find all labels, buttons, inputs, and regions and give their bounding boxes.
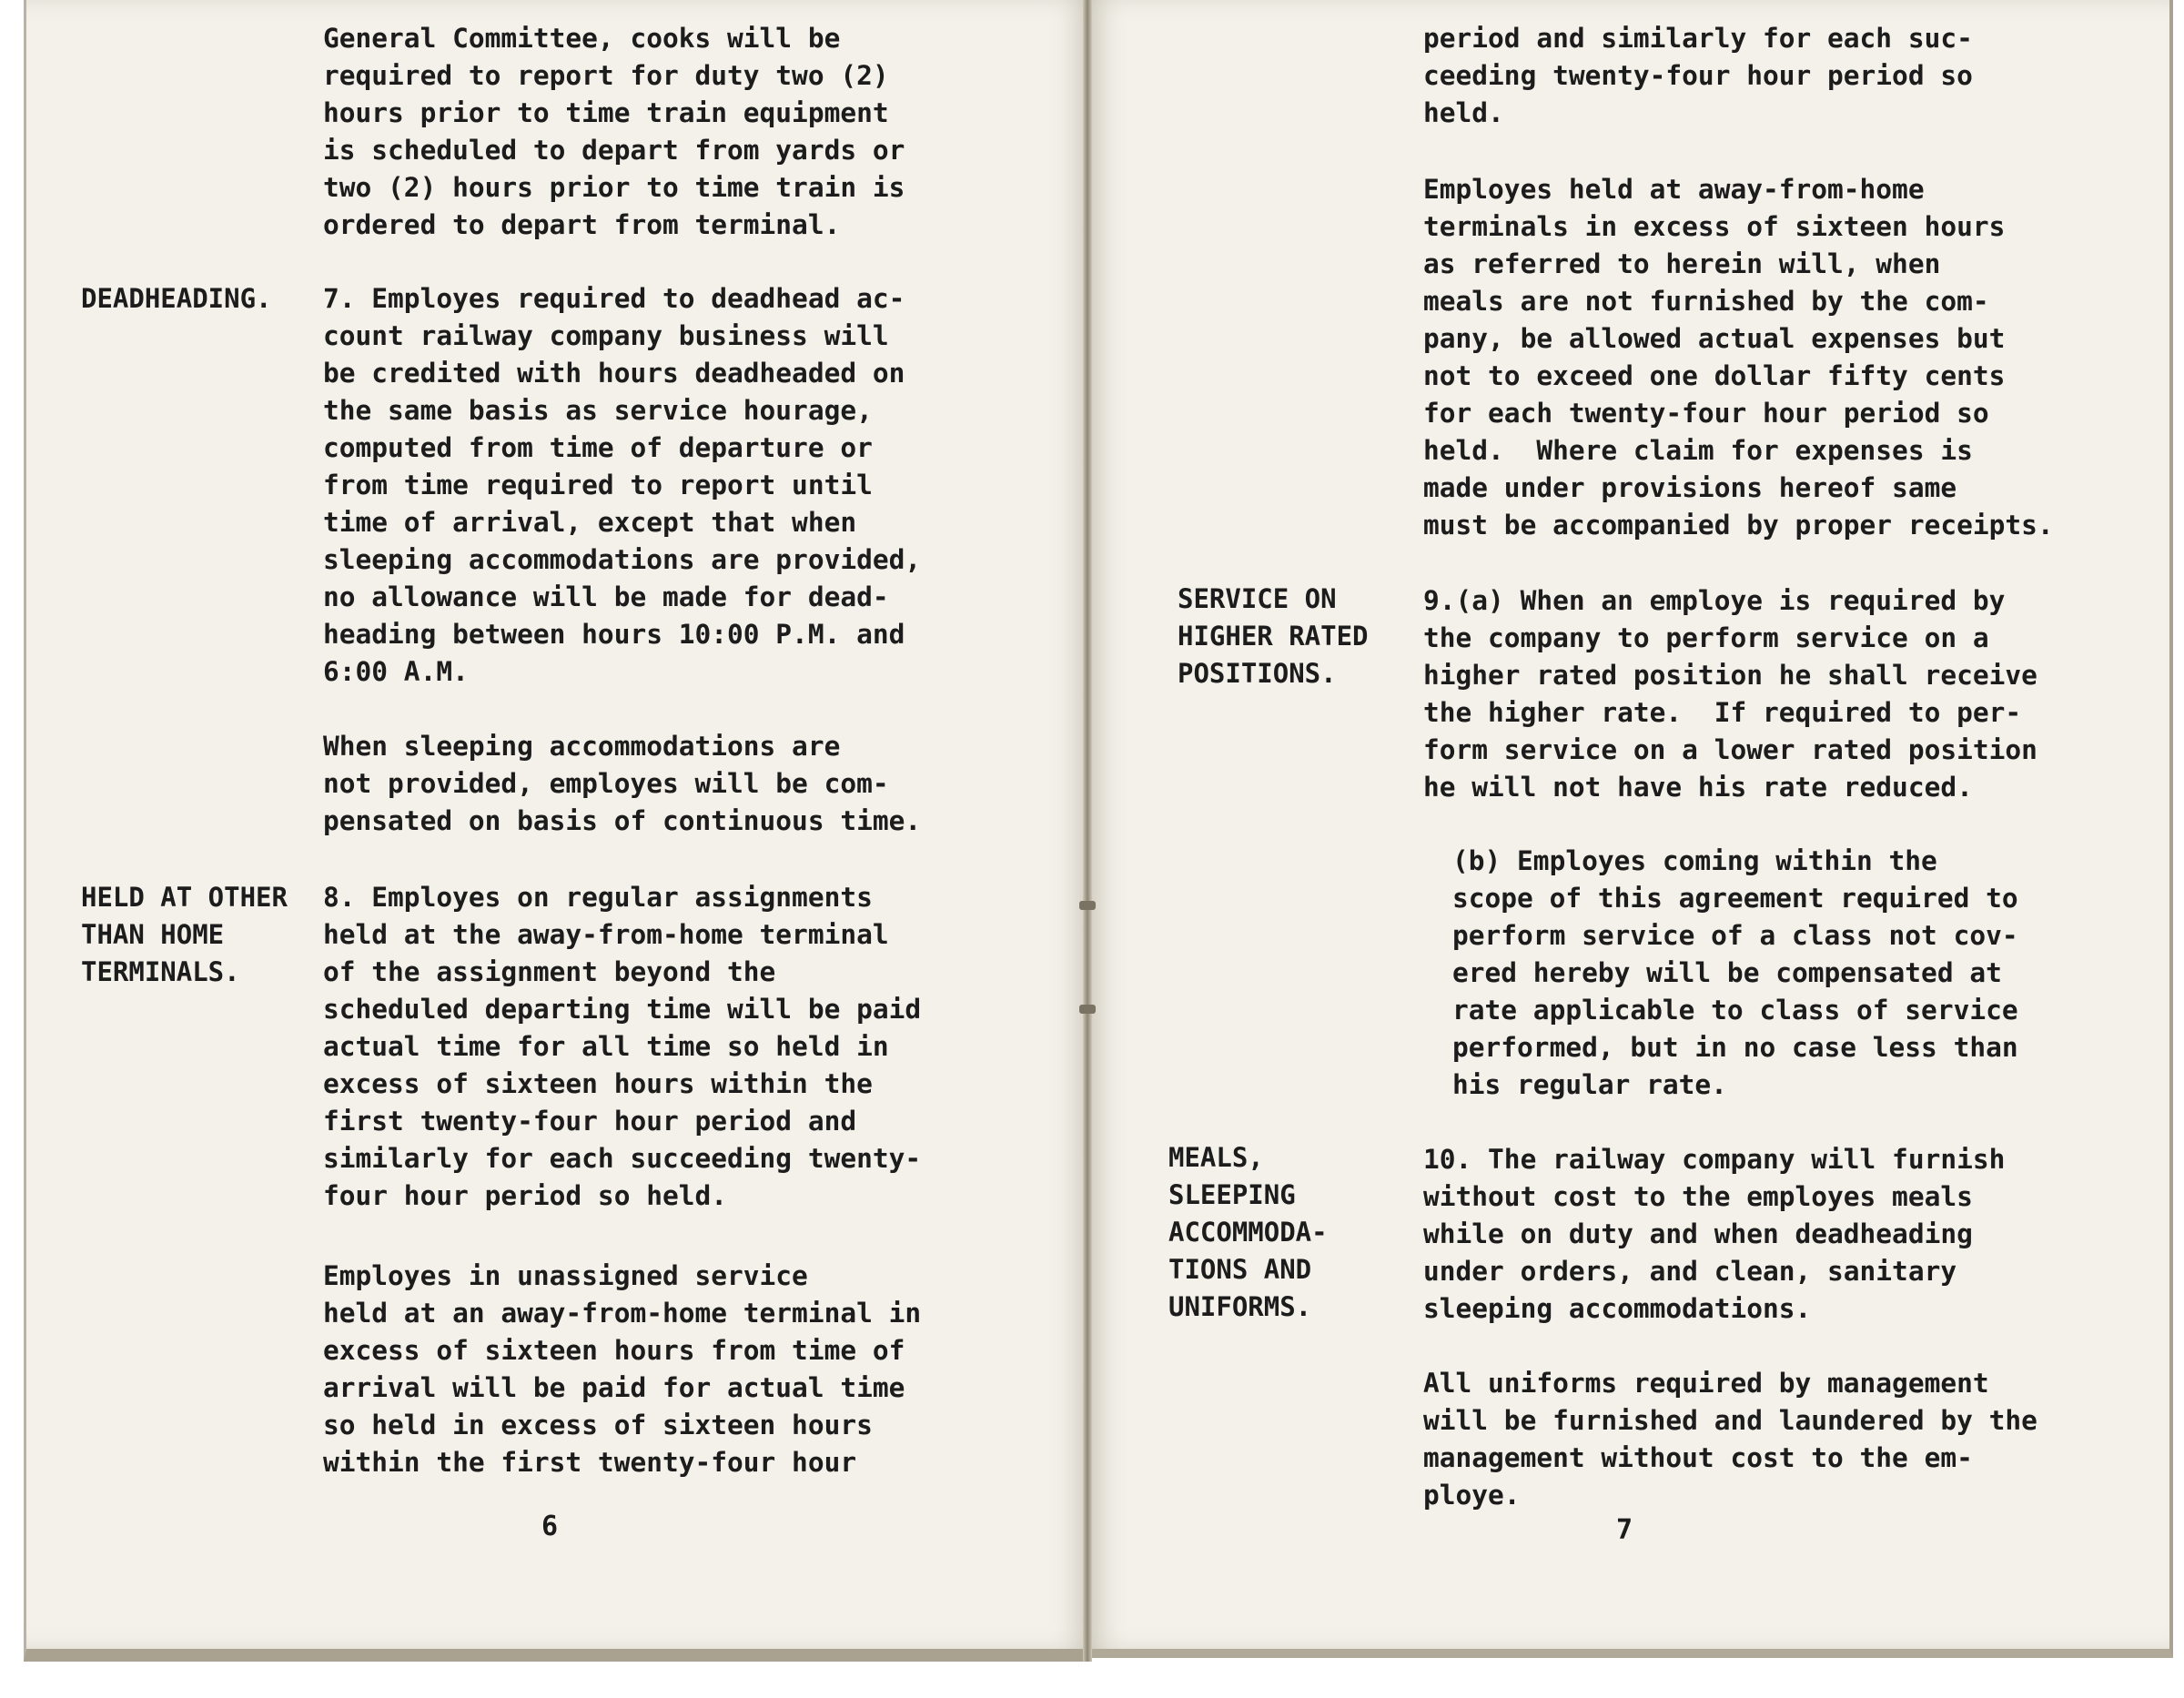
section-7-paragraph-2: When sleeping accommodations are not provided, employes will be com- pensated on basis of continuous time. [323,731,922,836]
booklet-spine [1083,0,1092,1662]
staple [1079,1005,1096,1014]
left-page-number: 6 [541,1511,559,1542]
section-7-body: 7. Employes required to deadhead ac- count railway company business will be credited with hours deadheaded on the same basis as service hourage, computed from time of departure or from time required to report until time of arrival, except that when sleeping accommodations are provided, no allowance will be made for dead- heading between hours 10:00 P.M. and 6:00 A.M. [323,283,922,687]
section-8-body: 8. Employes on regular assignments held at the away-from-home terminal of the assignment beyond the scheduled departing time will be paid actual time for all time so held in excess of sixteen hours within the first twenty-four hour period and similarly for each succeeding twenty- four hour period so held. [323,882,922,1211]
staple [1079,901,1096,910]
section-10-body: 10. The railway company will furnish without cost to the employes meals while on duty and when deadheading under orders, and clean, sanitary sleeping accommodations. [1423,1144,2006,1324]
meals-sleeping-uniforms-heading: MEALS, SLEEPING ACCOMMODA- TIONS AND UNIFORMS. [1168,1142,1328,1322]
deadheading-heading: DEADHEADING. [81,283,272,314]
section-8-continuation: period and similarly for each suc- ceeding twenty-four hour period so held. [1423,23,1973,128]
left-intro-paragraph: General Committee, cooks will be required to report for duty two (2) hours prior to time train equipment is scheduled to depart from yards or two (2) hours prior to time train is ordered to depart from terminal. [323,23,905,240]
right-page [1088,0,2173,1658]
service-on-higher-rated-heading: SERVICE ON HIGHER RATED POSITIONS. [1178,583,1369,689]
section-9b-body: (b) Employes coming within the scope of this agreement required to perform service of a class not cov- ered hereby will be compensated at rate applicable to class of service performed, but in no case less than his regular rate. [1452,845,2018,1100]
right-page-number: 7 [1616,1514,1633,1546]
expenses-paragraph: Employes held at away-from-home terminals in excess of sixteen hours as referred to herein will, when meals are not furnished by the com- pany, be allowed actual expenses but not to exceed one dollar fifty cents for each twenty-four hour period so held. Where claim for expenses is made under provisions hereof same must be accompanied by proper receipts. [1423,174,2054,541]
held-at-other-terminals-heading: HELD AT OTHER THAN HOME TERMINALS. [81,882,288,987]
section-8-paragraph-2: Employes in unassigned service held at an away-from-home terminal in excess of sixteen hours from time of arrival will be paid for actual time so held in excess of sixteen hours within the first twenty-four hour [323,1260,922,1478]
section-9a-body: 9.(a) When an employe is required by the company to perform service on a higher rated position he shall receive the higher rate. If required to per- form service on a lower rated position he will not have his rate reduced. [1423,585,2037,803]
left-page [24,0,1089,1662]
section-10-paragraph-2: All uniforms required by management will be furnished and laundered by the management without cost to the em- ploye. [1423,1368,2037,1511]
